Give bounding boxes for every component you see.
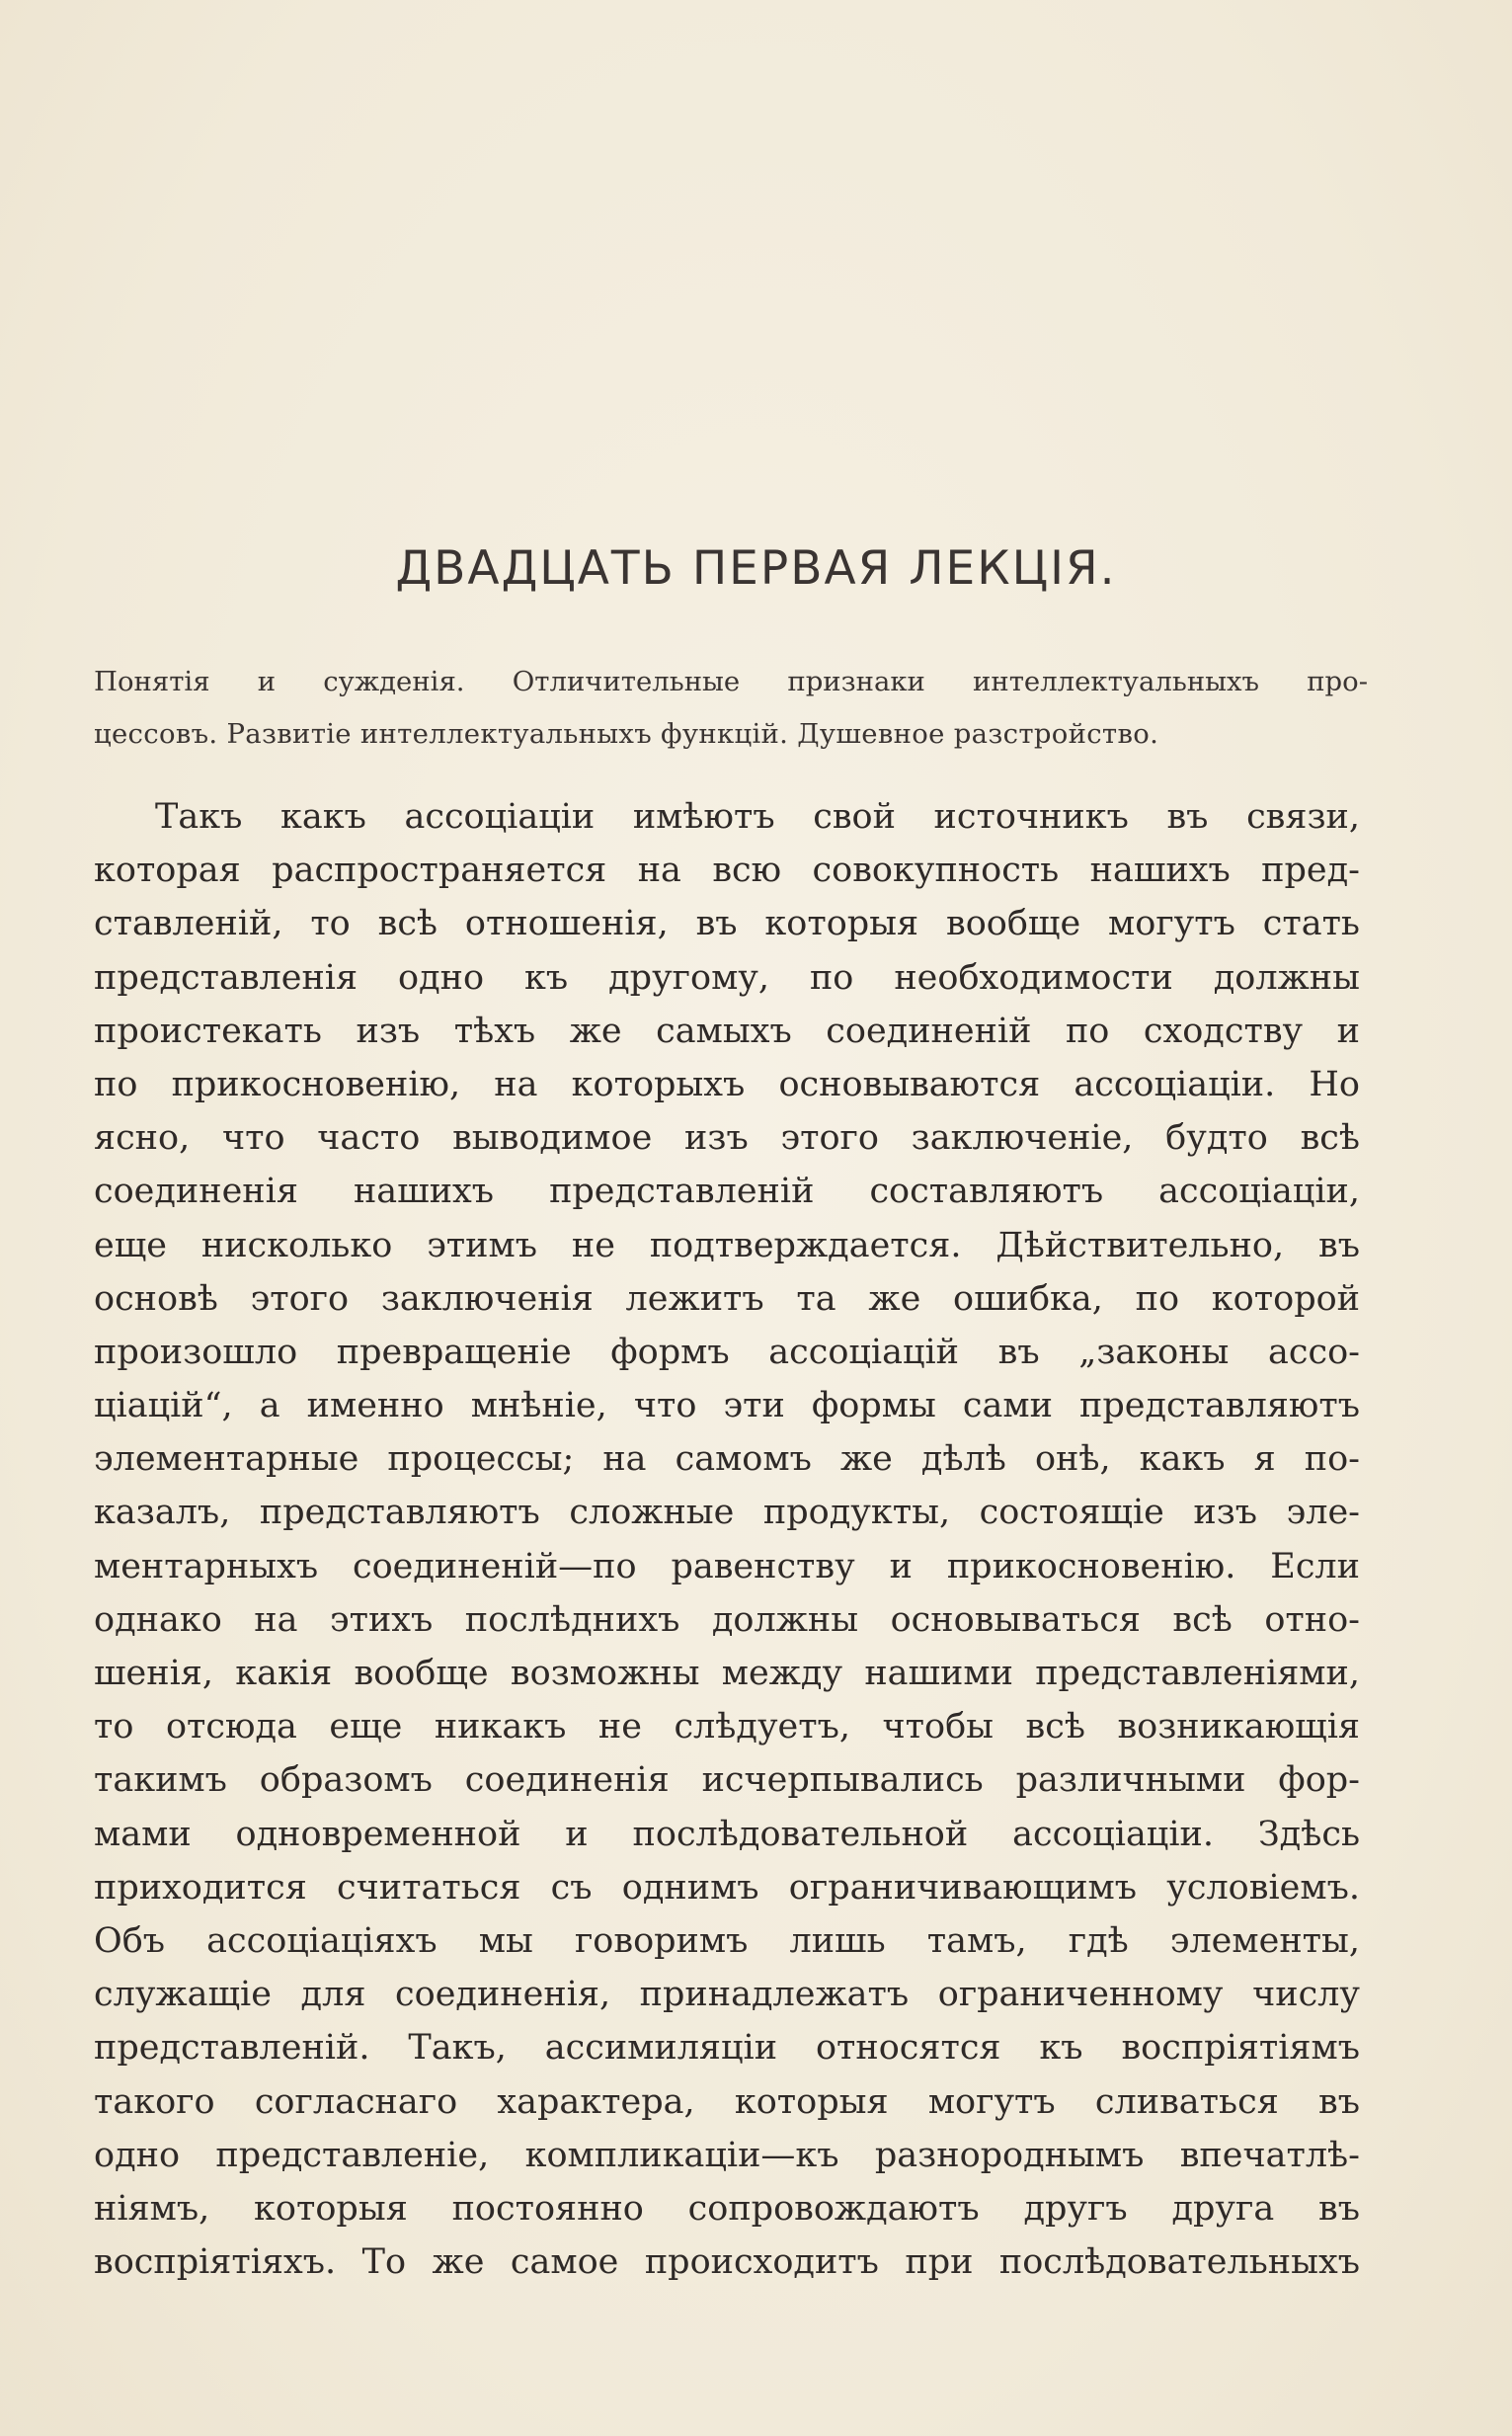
lecture-summary	[94, 656, 1368, 761]
body-line: основѣ этого заключенія лежитъ та же ошибка, по которой	[94, 1278, 1360, 1319]
body-line: Объ ассоціаціяхъ мы говоримъ лишь тамъ, гдѣ элементы,	[94, 1920, 1360, 1961]
body-line: служащіе для соединенія, принадлежатъ ограниченному числу	[94, 1975, 1360, 2015]
body-line: которая распространяется на всю совокупность нашихъ пред-	[94, 851, 1360, 891]
body-line: проистекать изъ тѣхъ же самыхъ соединеній по сходству и	[94, 1011, 1360, 1051]
body-line: элементарные процессы; на самомъ же дѣлѣ онѣ, какъ я по-	[94, 1439, 1360, 1480]
body-line: соединенія нашихъ представленій составляютъ ассоціаціи,	[94, 1172, 1360, 1212]
body-line: мами одновременной и послѣдовательной ассоціаціи. Здѣсь	[94, 1814, 1360, 1854]
body-line: такимъ образомъ соединенія исчерпывались различными фор-	[94, 1760, 1360, 1801]
body-line: воспріятіяхъ. То же самое происходитъ при послѣдовательныхъ	[94, 2242, 1360, 2283]
body-line: однако на этихъ послѣднихъ должны основываться всѣ отно-	[94, 1599, 1360, 1640]
body-line: представленія одно къ другому, по необходимости должны	[94, 957, 1360, 998]
body-line: то отсюда еще никакъ не слѣдуетъ, чтобы всѣ возникающія	[94, 1707, 1360, 1747]
body-line: произошло превращеніе формъ ассоціацій въ „законы ассо-	[94, 1332, 1360, 1372]
body-line: такого согласнаго характера, которыя могутъ сливаться въ	[94, 2081, 1360, 2122]
body-line: ясно, что часто выводимое изъ этого заключеніе, будто всѣ	[94, 1118, 1360, 1159]
body-line: шенія, какія вообще возможны между нашими представленіями,	[94, 1654, 1360, 1693]
lecture-title: ДВАДЦАТЬ ПЕРВАЯ ЛЕКЦІЯ.	[395, 541, 1117, 596]
body-line: ставленій, то всѣ отношенія, въ которыя вообще могутъ стать	[94, 904, 1360, 944]
body-line: ціацій“, а именно мнѣніе, что эти формы сами представляютъ	[94, 1386, 1360, 1426]
summary-line: цессовъ. Развитіе интеллектуальныхъ функцій. Душевное разстройство.	[94, 718, 1159, 750]
body-line: ментарныхъ соединеній—по равенству и прикосновенію. Если	[94, 1546, 1360, 1586]
body-line: еще нисколько этимъ не подтверждается. Дѣйствительно, въ	[94, 1225, 1360, 1265]
body-line: по прикосновенію, на которыхъ основываются ассоціаціи. Но	[94, 1064, 1360, 1104]
body-line: Такъ какъ ассоціаціи имѣютъ свой источникъ въ связи,	[155, 797, 1360, 837]
summary-line: Понятія и сужденія. Отличительные признаки интеллектуальныхъ про-	[94, 666, 1368, 697]
body-line: казалъ, представляютъ сложные продукты, состоящіе изъ эле-	[94, 1493, 1360, 1533]
lecture-body	[94, 790, 1360, 2289]
body-line: представленій. Такъ, ассимиляціи относятся къ воспріятіямъ	[94, 2028, 1360, 2069]
body-line: ніямъ, которыя постоянно сопровождаютъ другъ друга въ	[94, 2188, 1360, 2229]
body-line: приходится считаться съ однимъ ограничивающимъ условіемъ.	[94, 1867, 1360, 1908]
body-line: одно представленіе, компликаціи—къ разнороднымъ впечатлѣ-	[94, 2135, 1360, 2175]
